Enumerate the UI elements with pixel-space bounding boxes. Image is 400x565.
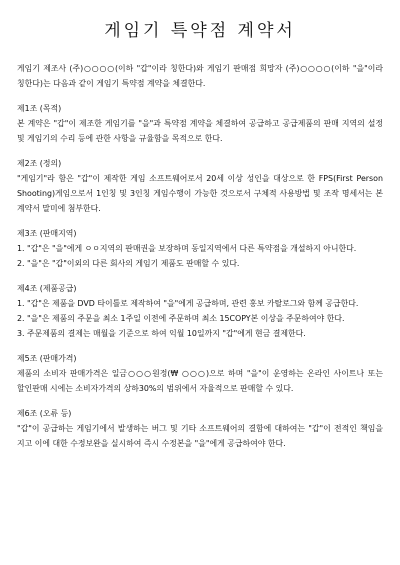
article-1 bbox=[17, 101, 383, 146]
intro-text: 게임기 제조사 (주)○○○○(이하 "갑"이라 칭한다)와 게임기 판매점 희망자 (주)○○○○(이하 "을"이라 칭한다)는 다음과 같이 게임기 특약점 계약을 체결한다. bbox=[17, 64, 383, 88]
article-6 bbox=[17, 406, 383, 451]
article-heading: 제3조 (판매지역) bbox=[17, 229, 77, 238]
article-3 bbox=[17, 226, 383, 271]
article-heading: 제6조 (오류 등) bbox=[17, 409, 72, 418]
article-heading: 제1조 (목적) bbox=[17, 104, 62, 113]
article-text: 본 계약은 "갑"이 제조한 게임기를 "을"과 특약점 계약을 체결하여 공급하고 공급제품의 판매 지역의 설정 및 게임기의 수리 등에 관한 사항을 규율함을 목적으로 한다. bbox=[17, 119, 383, 143]
intro-paragraph bbox=[17, 61, 383, 91]
document-title: 게임기 특약점 계약서 bbox=[104, 21, 296, 41]
article-item: 3. 주문제품의 결제는 매월을 기준으로 하여 익월 10일까지 "갑"에게 현금 결제한다. bbox=[17, 329, 306, 338]
article-text: "게임기"라 함은 "갑"이 제작한 게임 소프트웨어로서 20세 이상 성인을 대상으로 한 FPS(First Person Shooting)게임으로서 1인칭 및 3인칭 게임수행이 가능한 것으로서 구체적 사용방법 및 조작 명세서는 본 계약서 말미에 첨부한다. bbox=[17, 174, 383, 213]
article-text: 제품의 소비자 판매가격은 일금○○○원정(₩ ○○○)으로 하며 "을"이 운영하는 온라인 사이트나 또는 할인판매 시에는 소비자가격의 상하30%의 범위에서 자율적으로 판매할 수 있다. bbox=[17, 369, 383, 393]
article-heading: 제5조 (판매가격) bbox=[17, 354, 77, 363]
article-4 bbox=[17, 281, 383, 341]
article-2 bbox=[17, 156, 383, 216]
article-text: "갑"이 공급하는 게임기에서 발생하는 버그 및 기타 소프트웨어의 결함에 대하여는 "갑"이 전적인 책임을 지고 이에 대한 수정보완을 실시하여 즉시 수정본을 "을"에게 공급하여야 한다. bbox=[17, 424, 383, 448]
article-heading: 제4조 (제품공급) bbox=[17, 284, 77, 293]
article-item: 1. "갑"은 제품을 DVD 타이틀로 제작하여 "을"에게 공급하며, 관련 홍보 카탈로그와 함께 공급한다. bbox=[17, 299, 359, 308]
article-item: 2. "을"은 제품의 주문을 최소 1주일 이전에 주문하며 최소 15COPY본 이상을 주문하여야 한다. bbox=[17, 314, 345, 323]
article-item: 2. "을"은 "갑"이외의 다른 회사의 게임기 제품도 판매할 수 있다. bbox=[17, 259, 240, 268]
article-heading: 제2조 (정의) bbox=[17, 159, 62, 168]
article-item: 1. "갑"은 "을"에게 ㅇㅇ지역의 판매권을 보장하며 동일지역에서 다른 특약점을 개설하지 아니한다. bbox=[17, 244, 357, 253]
article-5 bbox=[17, 351, 383, 396]
